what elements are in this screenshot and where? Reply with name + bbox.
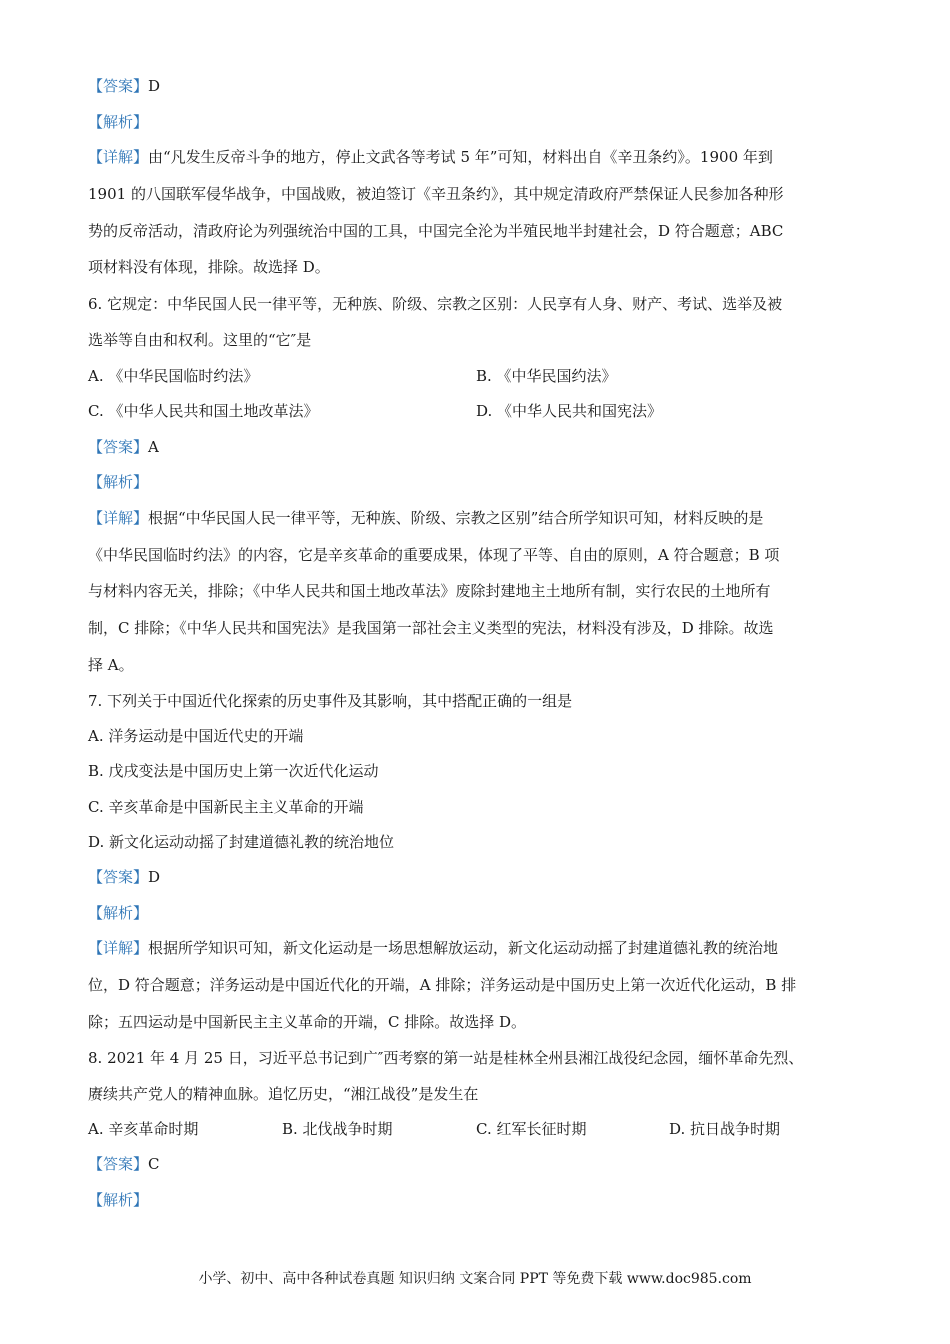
q8-answer-line [88, 1153, 868, 1175]
q5-detail-line-3: 势的反帝活动，清政府论为列强统治中国的工具，中国完全沦为半殖民地半封建社会，D 符合题意；ABC [88, 222, 784, 240]
q7-analysis-line [88, 902, 868, 924]
q8-answer: C [148, 1155, 160, 1173]
q8-option-c: C. 红军长征时期 [476, 1120, 587, 1138]
analysis-tag: 【解析】 [88, 1191, 149, 1209]
q5-detail-line-4: 项材料没有体现，排除。故选择 D。 [88, 258, 330, 276]
q7-detail-line-1 [88, 937, 868, 959]
q6-detail-line-4: 制，C 排除；《中华人民共和国宪法》是我国第一部社会主义类型的宪法，材料没有涉及，D 排除。故选 [88, 619, 774, 637]
q8-analysis-line [88, 1189, 868, 1211]
analysis-tag: 【解析】 [88, 473, 149, 491]
detail-tag: 【详解】 [88, 509, 149, 527]
answer-tag: 【答案】 [88, 438, 149, 456]
q7-detail-text: 根据所学知识可知，新文化运动是一场思想解放运动，新文化运动动摇了封建道德礼教的统治地 [148, 939, 779, 957]
q6-option-a: A. 《中华民国临时约法》 [88, 367, 259, 385]
q5-detail-line-1 [88, 146, 868, 168]
page-footer: 小学、初中、高中各种试卷真题 知识归纳 文案合同 PPT 等免费下载 www.doc985.com [198, 1271, 752, 1287]
q5-detail-text: 由“凡发生反帝斗争的地方，停止文武各等考试 5 年”可知，材料出自《辛丑条约》。1900 年到 [148, 148, 773, 166]
q5-answer: D [148, 77, 161, 95]
q8-stem-line-1: 8. 2021 年 4 月 25 日，习近平总书记到广″西考察的第一站是桂林全州县湘江战役纪念园，缅怀革命先烈、 [88, 1049, 804, 1067]
q7-option-b: B. 戊戌变法是中国历史上第一次近代化运动 [88, 762, 379, 780]
q6-detail-line-1 [88, 507, 868, 529]
detail-tag: 【详解】 [88, 939, 149, 957]
q7-option-a: A. 洋务运动是中国近代史的开端 [88, 727, 304, 745]
detail-tag: 【详解】 [88, 148, 149, 166]
q7-stem-line-1: 7. 下列关于中国近代化探索的历史事件及其影响，其中搭配正确的一组是 [88, 692, 573, 710]
q6-option-d: D. 《中华人民共和国宪法》 [476, 402, 663, 420]
q6-stem-line-1: 6. 它规定：中华民国人民一律平等，无种族、阶级、宗教之区别：人民享有人身、财产、考试、选举及被 [88, 295, 783, 313]
q6-analysis-line [88, 471, 868, 493]
q6-option-b: B. 《中华民国约法》 [476, 367, 617, 385]
answer-tag: 【答案】 [88, 868, 149, 886]
q6-answer-line [88, 436, 868, 458]
q7-option-c: C. 辛亥革命是中国新民主主义革命的开端 [88, 798, 364, 816]
q8-option-a: A. 辛亥革命时期 [88, 1120, 199, 1138]
q5-detail-line-2: 1901 的八国联军侵华战争，中国战败，被迫签订《辛丑条约》，其中规定清政府严禁保证人民参加各种形 [88, 185, 784, 203]
q8-option-d: D. 抗日战争时期 [669, 1120, 781, 1138]
q7-answer-line [88, 866, 868, 888]
q8-option-b: B. 北伐战争时期 [282, 1120, 393, 1138]
q6-detail-line-5: 择 A。 [88, 656, 134, 674]
q7-option-d: D. 新文化运动动摇了封建道德礼教的统治地位 [88, 833, 395, 851]
q5-analysis-line [88, 111, 868, 133]
q5-answer-line [88, 75, 868, 97]
q6-answer: A [148, 438, 159, 456]
q8-stem-line-2: 赓续共产党人的精神血脉。追忆历史，“湘江战役”是发生在 [88, 1085, 479, 1103]
q6-detail-line-3: 与材料内容无关，排除；《中华人民共和国土地改革法》废除封建地主土地所有制，实行农民的土地所有 [88, 582, 771, 600]
answer-tag: 【答案】 [88, 77, 149, 95]
q6-detail-line-2: 《中华民国临时约法》的内容，它是辛亥革命的重要成果，体现了平等、自由的原则，A 符合题意；B 项 [88, 546, 780, 564]
q7-detail-line-2: 位，D 符合题意；洋务运动是中国近代化的开端，A 排除；洋务运动是中国历史上第一次近代化运动，B 排 [88, 976, 797, 994]
analysis-tag: 【解析】 [88, 904, 149, 922]
q7-answer: D [148, 868, 161, 886]
q6-option-c: C. 《中华人民共和国土地改革法》 [88, 402, 319, 420]
answer-tag: 【答案】 [88, 1155, 149, 1173]
q7-detail-line-3: 除；五四运动是中国新民主主义革命的开端，C 排除。故选择 D。 [88, 1013, 527, 1031]
q6-detail-text: 根据“中华民国人民一律平等，无种族、阶级、宗教之区别”结合所学知识可知，材料反映的是 [148, 509, 764, 527]
analysis-tag: 【解析】 [88, 113, 149, 131]
q6-stem-line-2: 选举等自由和权利。这里的“它″是 [88, 331, 312, 349]
